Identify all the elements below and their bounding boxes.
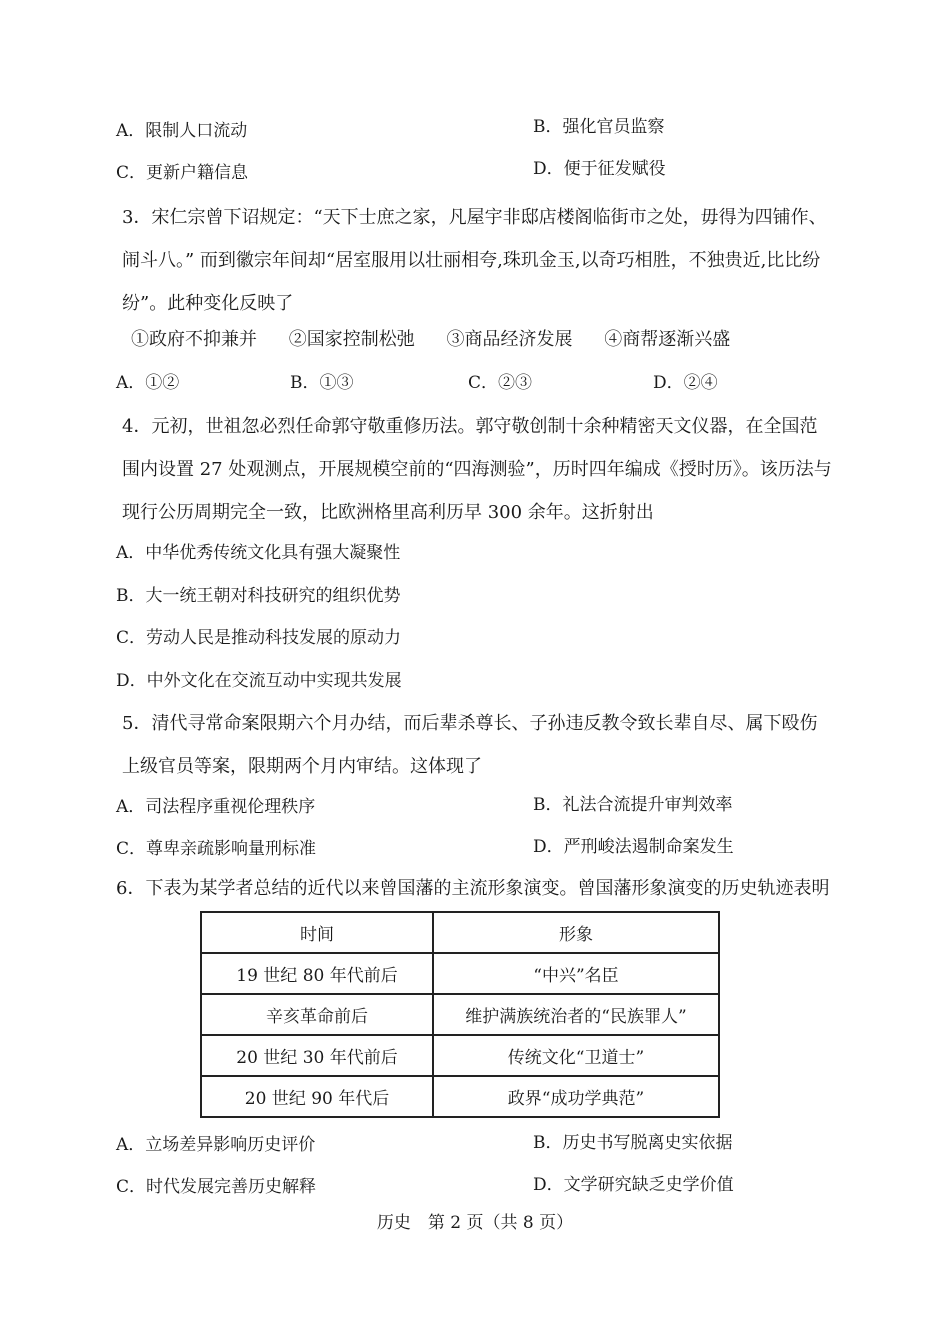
q5-option-d: D．严刑峻法遏制命案发生 (533, 837, 734, 857)
q5-option-b: B．礼法合流提升审判效率 (533, 795, 733, 815)
q3-choice-1: ①政府不抑兼并 (131, 329, 257, 350)
q3-stem: 3．宋仁宗曾下诏规定：“天下士庶之家，凡屋宇非邸店楼阁临街市之处，毋得为四铺作、闹斗八。” 而到徽宗年间却“居室服用以壮丽相夸,珠玑金玉,以奇巧相胜，不独贵近,比比纷纷”。此种变化反映了 (122, 207, 827, 314)
table-cell-image: 维护满族统治者的“民族罪人” (433, 994, 719, 1035)
q2-option-c: C．更新户籍信息 (116, 163, 249, 183)
q3-choice-4: ④商帮逐渐兴盛 (604, 329, 731, 350)
q6-option-c: C．时代发展完善历史解释 (116, 1177, 317, 1197)
q3-option-a: A．①② (116, 373, 180, 393)
table-cell-time: 19 世纪 80 年代前后 (201, 953, 433, 994)
table-header-row (201, 912, 719, 953)
q3-choice-2: ②国家控制松弛 (288, 329, 415, 350)
table-row (201, 953, 719, 994)
q4-option-c: C．劳动人民是推动科技发展的原动力 (116, 628, 402, 648)
q6-option-b: B．历史书写脱离史实依据 (533, 1133, 733, 1153)
table-row (201, 994, 719, 1035)
q6-option-a: A．立场差异影响历史评价 (116, 1135, 316, 1155)
q2-option-d: D．便于征发赋役 (533, 159, 666, 179)
q6-table (200, 911, 720, 1118)
q6-option-d: D．文学研究缺乏史学价值 (533, 1175, 734, 1195)
q3-choice-3: ③商品经济发展 (446, 329, 573, 350)
page-footer: 历史 第 2 页（共 8 页） (376, 1213, 574, 1233)
q3-option-b: B．①③ (290, 373, 354, 393)
q4-option-a: A．中华优秀传统文化具有强大凝聚性 (116, 543, 401, 563)
table-row (201, 1035, 719, 1076)
q4-option-d: D．中外文化在交流互动中实现共发展 (116, 671, 402, 691)
q3-option-c: C．②③ (468, 373, 533, 393)
table-cell-time: 20 世纪 90 年代后 (201, 1076, 433, 1117)
table-row (201, 1076, 719, 1117)
table-cell-image: 传统文化“卫道士” (433, 1035, 719, 1076)
q2-option-b: B．强化官员监察 (533, 117, 665, 137)
table-header-time: 时间 (201, 912, 433, 953)
table-cell-time: 辛亥革命前后 (201, 994, 433, 1035)
q6-stem: 6．下表为某学者总结的近代以来曾国藩的主流形象演变。曾国藩形象演变的历史轨迹表明 (116, 878, 830, 899)
table-cell-time: 20 世纪 30 年代前后 (201, 1035, 433, 1076)
q3-option-d: D．②④ (653, 373, 718, 393)
table-cell-image: 政界“成功学典范” (433, 1076, 719, 1117)
q3-choices (131, 328, 756, 352)
table-header-image: 形象 (433, 912, 719, 953)
q5-stem: 5．清代寻常命案限期六个月办结，而后辈杀尊长、子孙违反教令致长辈自尽、属下殴伤上级官员等案，限期两个月内审结。这体现了 (122, 713, 818, 777)
q2-option-a: A．限制人口流动 (116, 121, 248, 141)
table-cell-image: “中兴”名臣 (433, 953, 719, 994)
q4-option-b: B．大一统王朝对科技研究的组织优势 (116, 586, 401, 606)
q5-option-c: C．尊卑亲疏影响量刑标准 (116, 839, 317, 859)
q5-option-a: A．司法程序重视伦理秩序 (116, 797, 316, 817)
q4-stem: 4．元初，世祖忽必烈任命郭守敬重修历法。郭守敬创制十余种精密天文仪器，在全国范围内设置 27 处观测点，开展规模空前的“四海测验”，历时四年编成《授时历》。该历法与现行公历周期完全一致，比欧洲格里高利历早 300 余年。这折射出 (122, 416, 832, 523)
